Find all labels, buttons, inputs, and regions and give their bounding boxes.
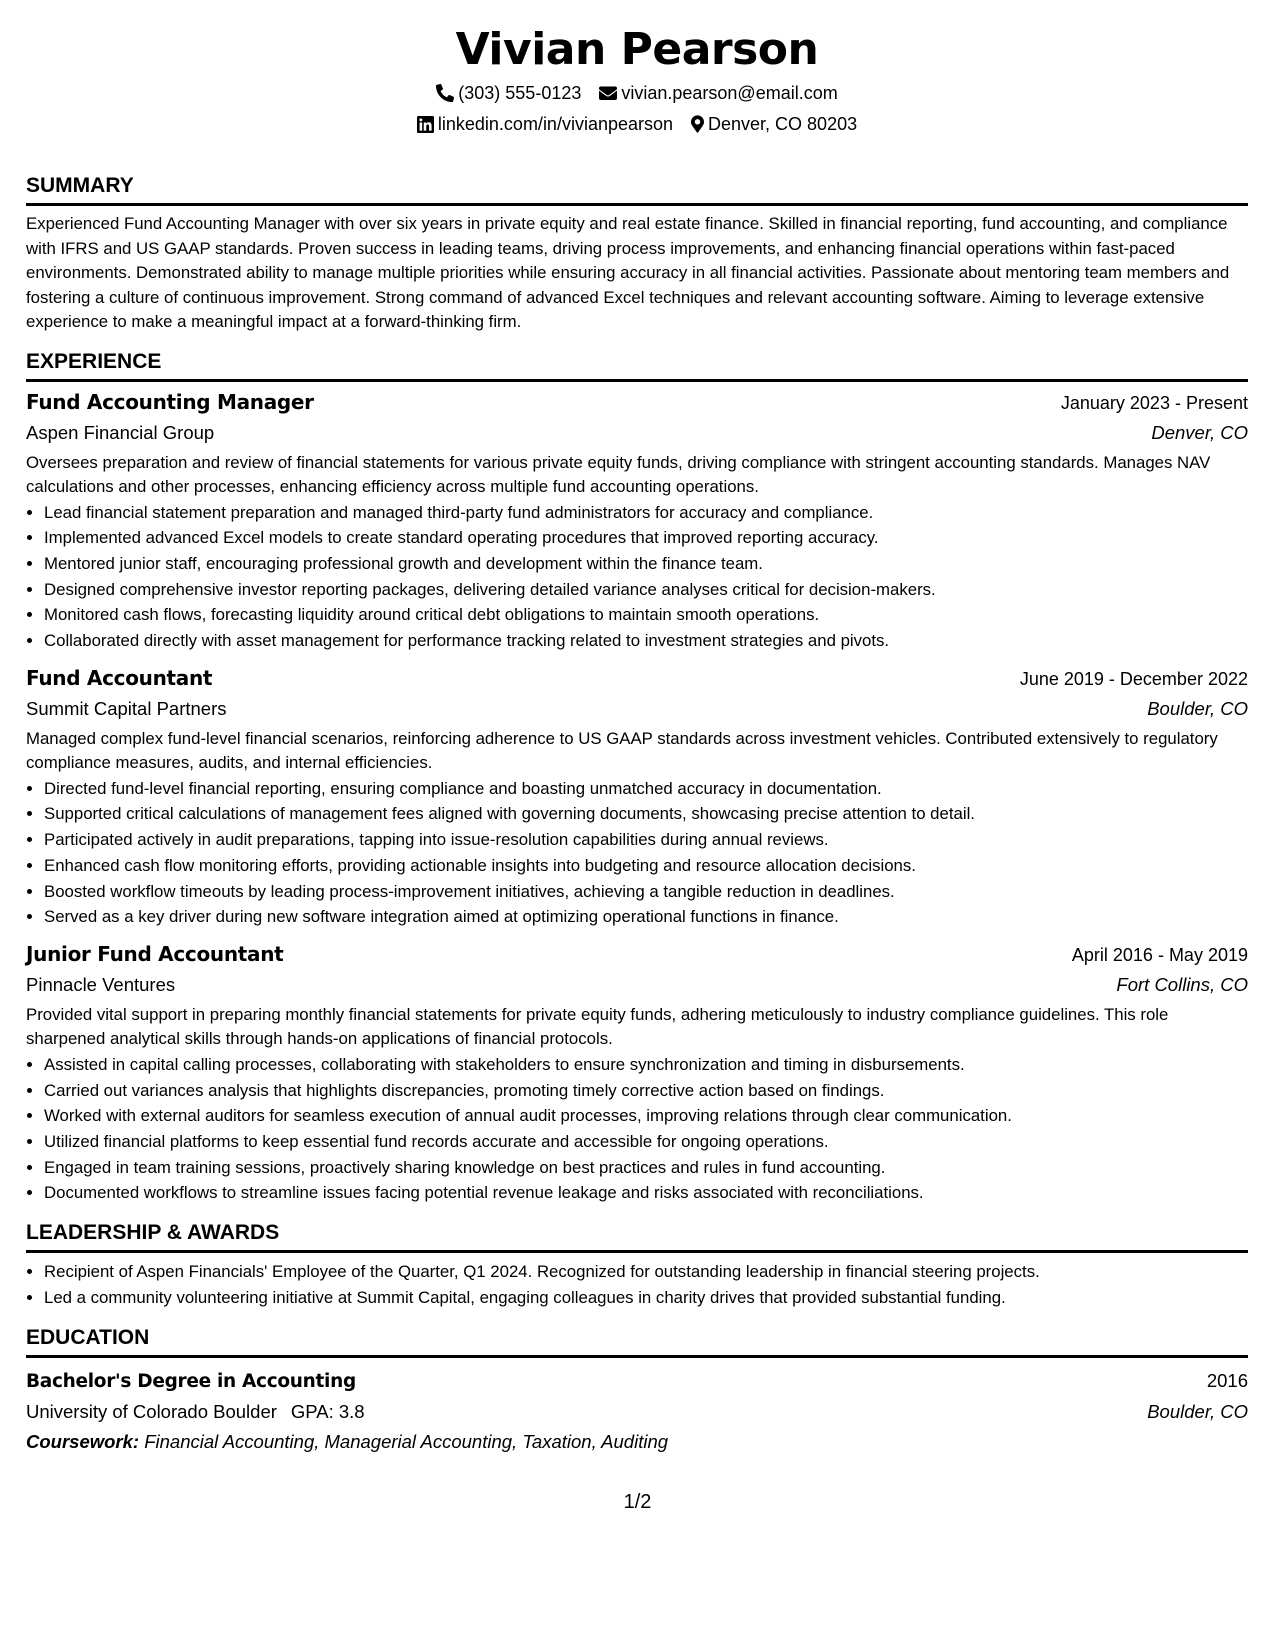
experience-heading: EXPERIENCE — [26, 349, 1248, 382]
job-bullets — [26, 500, 1248, 654]
linkedin-icon — [417, 116, 434, 133]
job-entry — [26, 939, 1248, 1206]
phone-icon — [436, 84, 454, 102]
job-entry — [26, 663, 1248, 930]
leadership-bullet: • Recipient of Aspen Financials' Employee of the Quarter, Q1 2024. Recognized for outstanding leadership in financial steering projects. — [44, 1259, 1248, 1285]
coursework-line — [26, 1427, 1248, 1457]
job-title: Junior Fund Accountant — [26, 941, 284, 966]
education-heading: EDUCATION — [26, 1325, 1248, 1358]
contact-email[interactable] — [599, 82, 837, 104]
job-bullet: • Collaborated directly with asset management for performance tracking related to investment strategies and pivots. — [44, 628, 1248, 654]
job-location: Denver, CO — [1151, 421, 1248, 443]
education-section — [26, 1325, 1248, 1457]
email-text: vivian.pearson@email.com — [621, 83, 838, 103]
leadership-heading: LEADERSHIP & AWARDS — [26, 1220, 1248, 1253]
job-bullet: • Documented workflows to streamline issues facing potential revenue leakage and risks associated with reconciliations. — [44, 1180, 1248, 1206]
summary-section — [26, 173, 1248, 335]
phone-text: (303) 555-0123 — [458, 83, 582, 103]
contact-phone — [436, 82, 581, 104]
job-bullet: • Assisted in capital calling processes, collaborating with stakeholders to ensure synchronization and timing in disbursements. — [44, 1052, 1248, 1078]
leadership-section — [26, 1220, 1248, 1310]
job-bullet: • Supported critical calculations of management fees aligned with governing documents, showcasing precise attention to detail. — [44, 801, 1248, 827]
graduation-year: 2016 — [1206, 1369, 1248, 1391]
degree-row — [26, 1366, 1248, 1397]
job-bullet: • Carried out variances analysis that highlights discrepancies, promoting timely corrective action based on findings. — [44, 1078, 1248, 1104]
job-header-row — [26, 387, 1248, 418]
job-company-row — [26, 694, 1248, 724]
contact-location — [691, 113, 857, 135]
resume-page — [26, 0, 1248, 1457]
job-bullet: • Monitored cash flows, forecasting liquidity around critical debt obligations to maintain smooth operations. — [44, 602, 1248, 628]
job-bullet: • Utilized financial platforms to keep essential fund records accurate and accessible for ongoing operations. — [44, 1129, 1248, 1155]
job-bullet: • Enhanced cash flow monitoring efforts, providing actionable insights into budgeting and resource allocation decisions. — [44, 853, 1248, 879]
job-entry — [26, 387, 1248, 654]
job-bullet: • Mentored junior staff, encouraging professional growth and development within the finance team. — [44, 551, 1248, 577]
job-bullets — [26, 776, 1248, 930]
page-number: 1/2 — [623, 1491, 652, 1513]
map-pin-icon — [691, 115, 704, 133]
linkedin-text: linkedin.com/in/vivianpearson — [437, 114, 674, 134]
leadership-bullets — [26, 1259, 1248, 1310]
job-description: Provided vital support in preparing monthly financial statements for private equity funds, adhering meticulously to industry compliance guidelines. This role sharpened analytical skills through hands-on applications of financial protocols. — [26, 1004, 1169, 1049]
candidate-name: Vivian Pearson — [455, 24, 819, 75]
job-bullet: • Worked with external auditors for seamless execution of annual audit processes, improving relations through clear communication. — [44, 1103, 1248, 1129]
job-location: Fort Collins, CO — [1116, 973, 1248, 995]
contact-row-secondary — [26, 113, 1248, 135]
degree-title: Bachelor's Degree in Accounting — [26, 1370, 356, 1392]
summary-heading: SUMMARY — [26, 173, 1248, 206]
location-text: Denver, CO 80203 — [708, 114, 858, 134]
job-bullet: • Participated actively in audit preparations, tapping into issue-resolution capabilities during annual reviews. — [44, 827, 1248, 853]
job-bullet: • Boosted workflow timeouts by leading process-improvement initiatives, achieving a tangible reduction in deadlines. — [44, 879, 1248, 905]
coursework-list: Financial Accounting, Managerial Accounting, Taxation, Auditing — [144, 1430, 669, 1452]
job-dates: June 2019 - December 2022 — [1019, 668, 1248, 689]
job-title: Fund Accounting Manager — [26, 389, 314, 414]
experience-section — [26, 349, 1248, 1207]
job-header-row — [26, 663, 1248, 694]
school-line — [26, 1397, 365, 1427]
contact-linkedin[interactable] — [417, 113, 673, 135]
job-company: Summit Capital Partners — [26, 697, 227, 719]
leadership-bullet: • Led a community volunteering initiative at Summit Capital, engaging colleagues in charity drives that provided substantial funding. — [44, 1285, 1248, 1311]
job-company-row — [26, 970, 1248, 1000]
job-bullets — [26, 1052, 1248, 1206]
school-name: University of Colorado Boulder — [26, 1400, 277, 1422]
job-description: Oversees preparation and review of financial statements for various private equity funds, driving compliance with stringent accounting standards. Manages NAV calculations and other processes, enhancing efficiency across multiple fund accounting operations. — [26, 452, 1211, 496]
job-bullet: • Implemented advanced Excel models to create standard operating procedures that improved reporting accuracy. — [44, 525, 1248, 551]
coursework-label: Coursework: — [26, 1430, 140, 1452]
job-location: Boulder, CO — [1147, 697, 1248, 719]
school-row — [26, 1397, 1248, 1427]
job-bullet: • Engaged in team training sessions, proactively sharing knowledge on best practices and rules in fund accounting. — [44, 1155, 1248, 1181]
job-title: Fund Accountant — [26, 665, 213, 690]
job-dates: April 2016 - May 2019 — [1071, 944, 1248, 965]
summary-text: Experienced Fund Accounting Manager with over six years in private equity and real estate finance. Skilled in financial reporting, fund accounting, and compliance with IFRS and US GAAP standards. Proven success in leading teams, driving process improvements, and enhancing financial operations within fast-paced environments. Demonstrated ability to manage multiple priorities while ensuring accuracy in all financial activities. Passionate about mentoring team members and fostering a culture of continuous improvement. Strong command of advanced Excel techniques and relevant accounting software. Aiming to leverage extensive experience to make a meaningful impact at a forward-thinking firm. — [26, 214, 1230, 331]
job-description: Managed complex fund-level financial scenarios, reinforcing adherence to US GAAP standards across investment vehicles. Contributed extensively to regulatory compliance measures, audits, and internal efficiencies. — [26, 728, 1218, 773]
envelope-icon — [599, 86, 617, 101]
contact-row-primary — [26, 82, 1248, 104]
job-company: Aspen Financial Group — [26, 421, 215, 443]
education-entry — [26, 1366, 1248, 1457]
job-dates: January 2023 - Present — [1060, 392, 1248, 413]
job-company: Pinnacle Ventures — [26, 973, 176, 995]
job-header-row — [26, 939, 1248, 970]
job-bullet: • Directed fund-level financial reporting, ensuring compliance and boasting unmatched accuracy in documentation. — [44, 776, 1248, 802]
job-bullet: • Lead financial statement preparation and managed third-party fund administrators for accuracy and compliance. — [44, 500, 1248, 526]
job-bullet: • Designed comprehensive investor reporting packages, delivering detailed variance analyses critical for decision-makers. — [44, 577, 1248, 603]
school-location: Boulder, CO — [1147, 1400, 1248, 1422]
job-company-row — [26, 418, 1248, 448]
gpa: GPA: 3.8 — [290, 1400, 365, 1422]
job-bullet: • Served as a key driver during new software integration aimed at optimizing operational functions in finance. — [44, 904, 1248, 930]
